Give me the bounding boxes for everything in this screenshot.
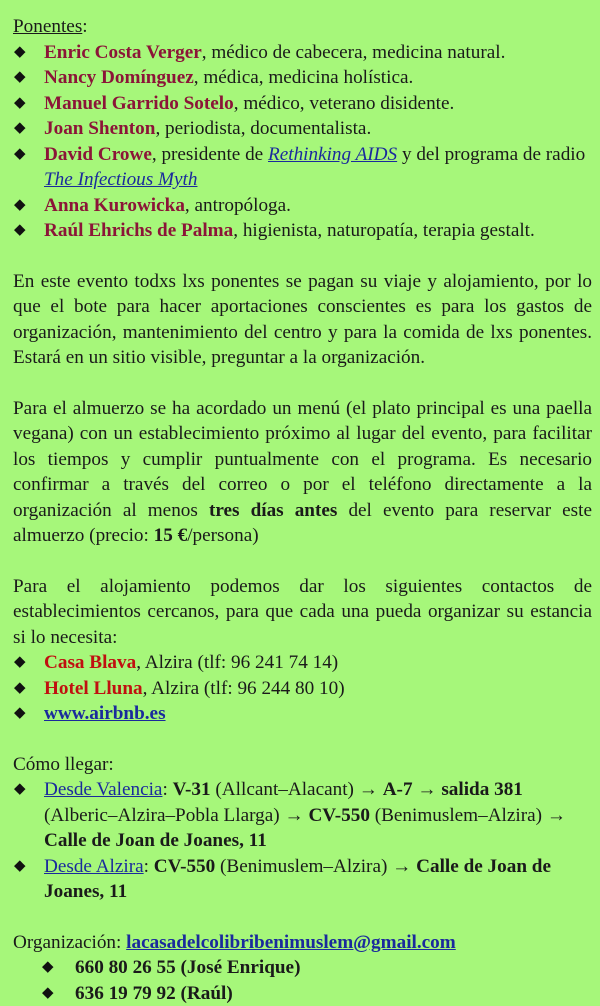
diamond-bullet-icon: ◆ — [14, 40, 26, 66]
from-valencia-link[interactable]: Desde Valencia — [44, 779, 162, 800]
lodging-name: Hotel Lluna — [44, 678, 143, 699]
lunch-paragraph: Para el almuerzo se ha acordado un menú (el plato principal es una paella vegana) con un establecimiento próximo al lugar del evento, para facilitar los tiempos y cumplir puntualmente con el programa. Es necesario confirmar a través del correo o por el teléfono directamente a la organización al menos tres días antes del evento para reservar este almuerzo (precio: 15 €/persona) — [13, 396, 592, 549]
diamond-bullet-icon: ◆ — [14, 193, 26, 219]
phones-list — [13, 955, 592, 1006]
speaker-name: Enric Costa Verger — [44, 42, 202, 63]
speakers-list — [13, 40, 592, 244]
diamond-bullet-icon: ◆ — [14, 91, 26, 117]
organization-line: Organización: lacasadelcolibribenimuslem@gmail.com — [13, 930, 592, 956]
lodging-item: ◆ Casa Blava, Alzira (tlf: 96 241 74 14) — [13, 650, 592, 676]
directions-item: ◆ Desde Alzira: CV-550 (Benimuslem–Alzira) → Calle de Joan de Joanes, 11 — [13, 854, 592, 905]
lodging-intro: Para el alojamiento podemos dar los siguientes contactos de establecimientos cercanos, para que cada una pueda organizar su estancia si lo necesita: — [13, 574, 592, 651]
speaker-item: ◆ Joan Shenton, periodista, documentalista. — [13, 116, 592, 142]
directions-list — [13, 777, 592, 905]
lodging-item — [13, 701, 592, 727]
lodging-list — [13, 650, 592, 727]
speaker-item: ◆ Manuel Garrido Sotelo, médico, veterano disidente. — [13, 91, 592, 117]
speaker-item: ◆ Raúl Ehrichs de Palma, higienista, naturopatía, terapia gestalt. — [13, 218, 592, 244]
phone-item: ◆ 636 19 79 92 (Raúl) — [13, 981, 592, 1006]
diamond-bullet-icon: ◆ — [42, 981, 54, 1006]
phone-item: ◆ 660 80 26 55 (José Enrique) — [13, 955, 592, 981]
speaker-name: Raúl Ehrichs de Palma — [44, 220, 233, 241]
lodging-item: ◆ Hotel Lluna, Alzira (tlf: 96 244 80 10) — [13, 676, 592, 702]
speaker-item: ◆ David Crowe, presidente de Rethinking AIDS y del programa de radio The Infectious Myth — [13, 142, 592, 193]
diamond-bullet-icon: ◆ — [14, 218, 26, 244]
diamond-bullet-icon: ◆ — [14, 116, 26, 142]
from-alzira-link[interactable]: Desde Alzira — [44, 856, 144, 877]
speaker-item: ◆ Nancy Domínguez, médica, medicina holística. — [13, 65, 592, 91]
infectious-myth-link[interactable]: The Infectious Myth — [44, 169, 197, 190]
diamond-bullet-icon: ◆ — [42, 955, 54, 981]
costs-paragraph: En este evento todxs lxs ponentes se pagan su viaje y alojamiento, por lo que el bote para hacer aportaciones conscientes es para los gastos de organización, mantenimiento del centro y para la comida de lxs ponentes. Estará en un sitio visible, preguntar a la organización. — [13, 269, 592, 371]
speaker-name: Joan Shenton — [44, 118, 155, 139]
diamond-bullet-icon: ◆ — [14, 777, 26, 803]
diamond-bullet-icon: ◆ — [14, 854, 26, 880]
speaker-name: Anna Kurowicka — [44, 195, 185, 216]
diamond-bullet-icon: ◆ — [14, 701, 26, 727]
directions-heading: Cómo llegar: — [13, 752, 592, 778]
diamond-bullet-icon: ◆ — [14, 676, 26, 702]
lodging-name: Casa Blava — [44, 652, 136, 673]
organization-email-link[interactable]: lacasadelcolibribenimuslem@gmail.com — [126, 932, 456, 953]
speakers-heading: Ponentes — [13, 16, 82, 37]
speaker-item: ◆ Anna Kurowicka, antropóloga. — [13, 193, 592, 219]
rethinking-aids-link[interactable]: Rethinking AIDS — [268, 144, 397, 165]
speaker-name: David Crowe — [44, 144, 152, 165]
diamond-bullet-icon: ◆ — [14, 65, 26, 91]
diamond-bullet-icon: ◆ — [14, 650, 26, 676]
speaker-name: Manuel Garrido Sotelo — [44, 93, 234, 114]
speakers-heading-line: Ponentes: — [13, 14, 592, 40]
diamond-bullet-icon: ◆ — [14, 142, 26, 168]
directions-item: ◆ Desde Valencia: V-31 (Allcant–Alacant) → A-7 → salida 381 (Alberic–Alzira–Pobla Llarga) → CV-550 (Benimuslem–Alzira) → Calle de Joan de Joanes, 11 — [13, 777, 592, 854]
speaker-item: ◆ Enric Costa Verger, médico de cabecera, medicina natural. — [13, 40, 592, 66]
speaker-name: Nancy Domínguez — [44, 67, 194, 88]
airbnb-link[interactable]: www.airbnb.es — [44, 703, 166, 724]
